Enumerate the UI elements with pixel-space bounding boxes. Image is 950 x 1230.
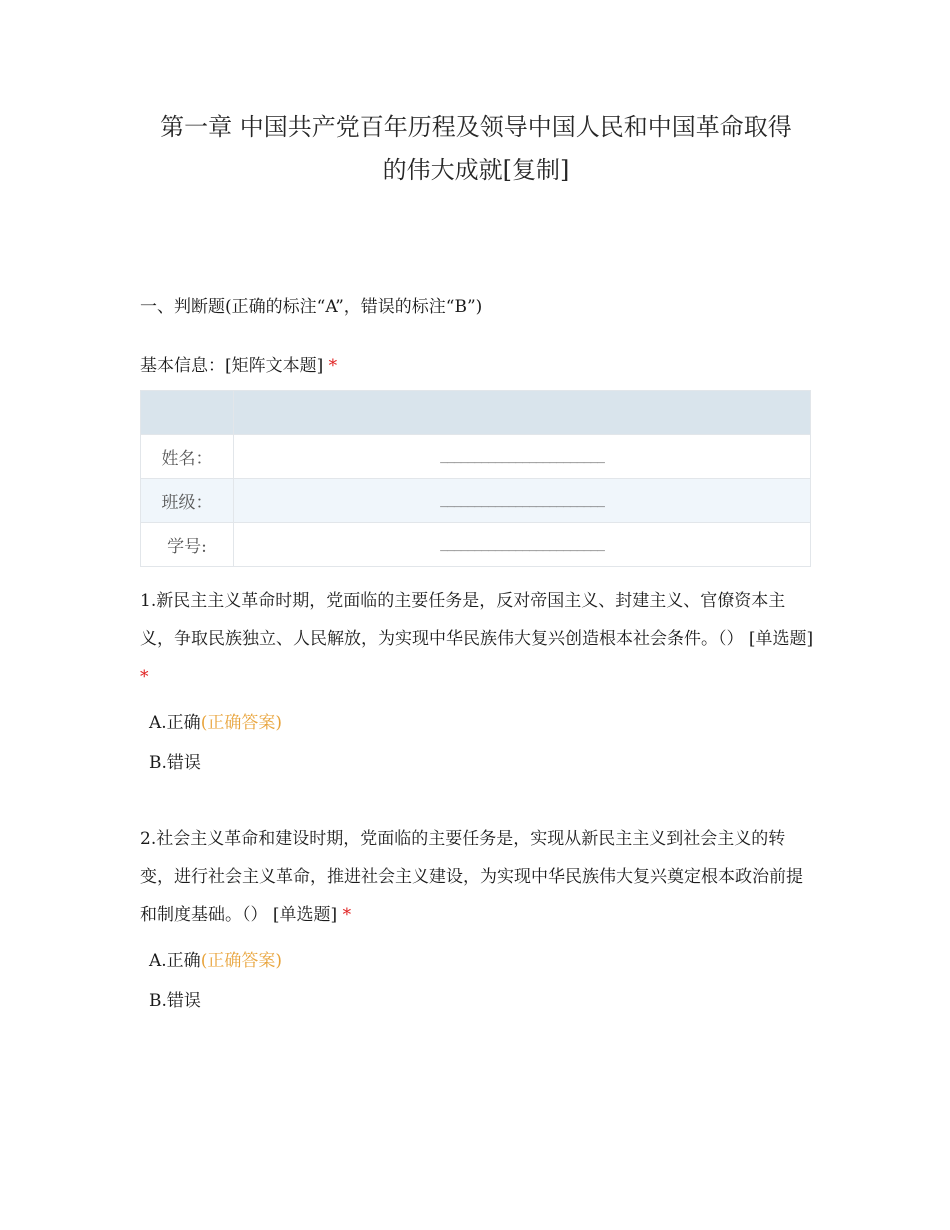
page-title — [140, 106, 812, 192]
student-id-input[interactable]: ________________________ — [234, 523, 811, 567]
question-1-title — [140, 582, 815, 696]
name-input[interactable]: ________________________ — [234, 435, 811, 479]
question-2-text: 2.社会主义革命和建设时期，党面临的主要任务是，实现从新民主主义到社会主义的转变，进行社会主义革命，推进社会主义建设，为实现中华民族伟大复兴奠定根本政治前提和制度基础。（） — [140, 829, 803, 925]
matrix-row-student-id — [141, 523, 811, 567]
required-mark: * — [342, 905, 352, 925]
matrix-row-label: 班级： — [141, 479, 234, 523]
matrix-row-name — [141, 435, 811, 479]
matrix-header-cell — [234, 391, 811, 435]
question-1-text: 1.新民主主义革命时期，党面临的主要任务是，反对帝国主义、封建主义、官僚资本主义，争取民族独立、人民解放，为实现中华民族伟大复兴创造根本社会条件。（） — [140, 591, 786, 649]
question-1-option-a[interactable] — [149, 711, 282, 735]
question-2-type: [单选题] — [272, 905, 338, 925]
required-mark: * — [140, 667, 149, 687]
basic-info-matrix — [140, 390, 811, 567]
section-heading: 一、判断题(正确的标注“A”，错误的标注“B”) — [140, 297, 483, 317]
question-2-option-a[interactable] — [149, 949, 282, 973]
page-title-line1: 第一章 中国共产党百年历程及领导中国人民和中国革命取得 — [160, 113, 792, 141]
question-1-option-b[interactable] — [149, 751, 201, 775]
matrix-row-label: 学号: — [141, 523, 234, 567]
required-mark: * — [328, 356, 338, 376]
basic-info-title-text: 基本信息：[矩阵文本题] — [140, 356, 324, 376]
page-title-line2 — [140, 149, 812, 192]
question-2-option-b[interactable] — [149, 989, 201, 1013]
class-input[interactable]: ________________________ — [234, 479, 811, 523]
matrix-header-cell — [141, 391, 234, 435]
option-label: A.正确 — [149, 951, 201, 971]
basic-info-title — [140, 347, 815, 385]
matrix-row-label: 姓名： — [141, 435, 234, 479]
copy-tag: [复制] — [502, 156, 570, 184]
option-label: B.错误 — [149, 991, 201, 1011]
correct-answer-tag: (正确答案) — [200, 713, 282, 733]
correct-answer-tag: (正确答案) — [200, 951, 282, 971]
page-title-line2-text: 的伟大成就 — [382, 156, 503, 184]
question-2-title — [140, 820, 815, 934]
option-label: B.错误 — [149, 753, 201, 773]
matrix-header-row — [141, 391, 811, 435]
option-label: A.正确 — [149, 713, 201, 733]
question-1-type: [单选题] — [748, 629, 814, 649]
matrix-row-class — [141, 479, 811, 523]
